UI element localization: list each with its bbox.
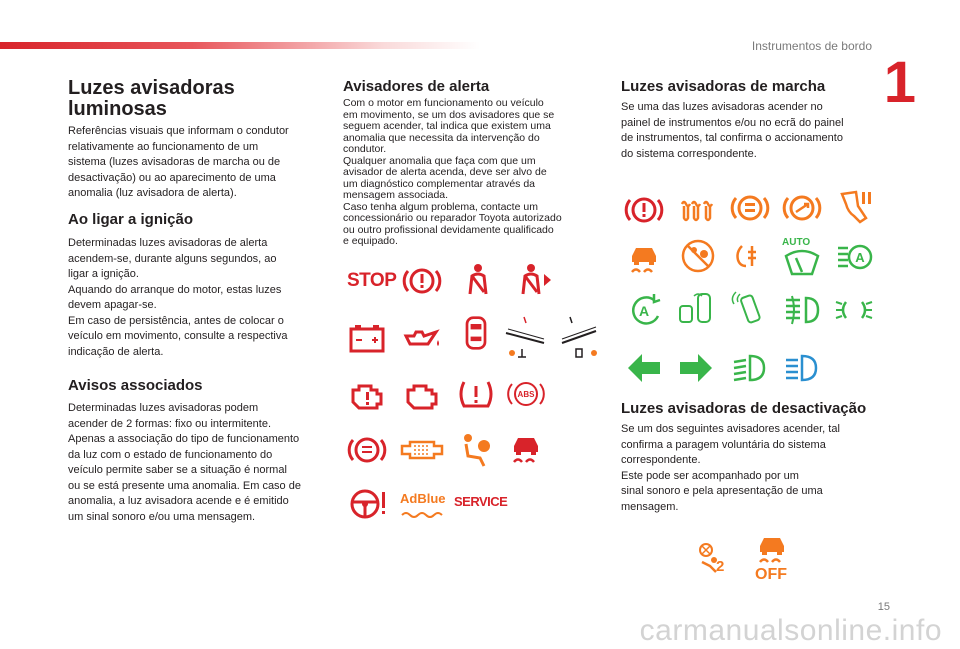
temperature-gauge-icon	[504, 313, 550, 361]
assoc-title: Avisos associados	[68, 377, 203, 394]
steering-warning-icon	[347, 486, 387, 522]
remote-key-icon	[730, 290, 770, 326]
door-open-icon	[456, 315, 496, 351]
glow-plug-icon	[678, 192, 718, 228]
fuel-filter-water-icon	[730, 238, 770, 274]
off-label: OFF	[755, 566, 787, 583]
engine-check-icon	[402, 378, 442, 414]
dipped-beam-icon	[730, 350, 770, 386]
deactivation-number: 2	[716, 558, 725, 575]
sidelights-icon	[834, 292, 874, 328]
oil-pressure-icon	[402, 320, 442, 356]
adblue-wave-icon	[400, 506, 444, 514]
auto-headlamp-icon	[834, 240, 874, 276]
passenger-seatbelt-icon	[513, 262, 553, 298]
stability-off-icon	[752, 530, 792, 566]
deactivation-title: Luzes avisadoras de desactivação	[621, 400, 867, 417]
service-icon: SERVICE	[454, 494, 508, 509]
stop-icon: STOP	[347, 270, 397, 291]
header-accent-bar	[0, 42, 480, 49]
watermark: carmanualsonline.info	[639, 614, 942, 647]
alert-text: Com o motor em funcionamento ou veículo em movimento, se um dos avisadores que se seguem acender, tal indica que existem uma anomalia que necessita da intervenção do condutor. Qualquer anomalia que faça com que um avisador de alerta acenda, deve ser alvo de um diagnóstico complementar através da mensagem associada. Caso tenha algum problema, contacte um concessionário ou reparador Toyota autorizado ou outro profissional devidamente qualificado e equipado.	[343, 97, 562, 247]
airbag-icon	[456, 432, 496, 468]
ignition-title: Ao ligar a ignição	[68, 211, 194, 228]
svg-text:A: A	[638, 303, 650, 319]
abs-label: ABS	[517, 390, 535, 399]
running-lights-text: Se uma das luzes avisadoras acender no painel de instrumentos e/ou no ecrã do painel de instrumentos, tal confirma o accionamento do sistema correspondente.	[621, 101, 844, 160]
main-beam-icon	[782, 350, 822, 386]
alert-title: Avisadores de alerta	[343, 78, 490, 95]
adblue-icon: AdBlue	[400, 491, 446, 506]
left-turn-icon	[624, 350, 664, 386]
seatbelt-icon	[456, 262, 496, 298]
battery-icon	[347, 320, 387, 356]
section-title-luzes: Luzes avisadoras luminosas	[68, 77, 235, 120]
running-lights-title: Luzes avisadoras de marcha	[621, 78, 826, 95]
electric-parking-brake-icon	[782, 190, 822, 226]
brake-warning-icon	[624, 192, 664, 228]
header-title: Instrumentos de bordo	[751, 39, 872, 53]
fuel-gauge-icon	[556, 313, 602, 361]
tyre-pressure-icon	[456, 376, 496, 412]
brake-system-icon	[347, 432, 387, 468]
foot-on-brake-icon	[834, 188, 874, 224]
parking-brake-icon	[730, 190, 770, 226]
right-turn-icon	[676, 350, 716, 386]
intro-text: Referências visuais que informam o condutor relativamente ao funcionamento de um sistema (luzes avisadoras de marcha ou de desactivação) ou ao aparecimento de uma anomalia (luz avisadora de alerta).	[68, 125, 289, 199]
passenger-airbag-off-icon	[696, 542, 730, 578]
engine-fault-icon	[347, 378, 387, 414]
ignition-text: Determinadas luzes avisadoras de alerta acendem-se, durante alguns segundos, ao ligar a ignição. Aquando do arranque do motor, estas luzes devem apagar-se. Em caso de persistência, antes de colocar o veículo em movimento, consulte a respectiva indicação de alerta.	[68, 237, 288, 358]
auto-wiper-icon	[782, 248, 822, 284]
stop-start-icon	[624, 292, 664, 328]
chapter-number: 1	[883, 50, 916, 115]
airbag-off-icon	[678, 238, 718, 274]
deactivation-text: Se um dos seguintes avisadores acender, tal confirma a paragem voluntária do sistema correspondente. Este pode ser acompanhado por um sinal sonoro e pela apresentação de uma mensagem.	[621, 423, 840, 513]
stability-control-icon	[624, 240, 664, 276]
parking-sensor-icon	[676, 290, 716, 326]
brake-warning-icon	[402, 263, 442, 299]
assoc-text: Determinadas luzes avisadoras podem acender de 2 formas: fixo ou intermitente. Apenas a associação do tipo de funcionamento da luz com o estado de funcionamento do veículo permite saber se a situação é normal ou se está presente uma anomalia. Em caso de anomalia, a luz avisadora acende e é emitido um sinal sonoro e/ou uma mensagem.	[68, 402, 301, 523]
abs-icon	[506, 376, 546, 412]
stability-control-icon	[506, 430, 546, 466]
page-number: 15	[877, 601, 890, 613]
auto-wiper-label: AUTO	[782, 237, 811, 248]
particle-filter-icon	[400, 432, 444, 468]
rear-fog-light-icon	[782, 292, 822, 328]
svg-text:A: A	[855, 250, 865, 265]
